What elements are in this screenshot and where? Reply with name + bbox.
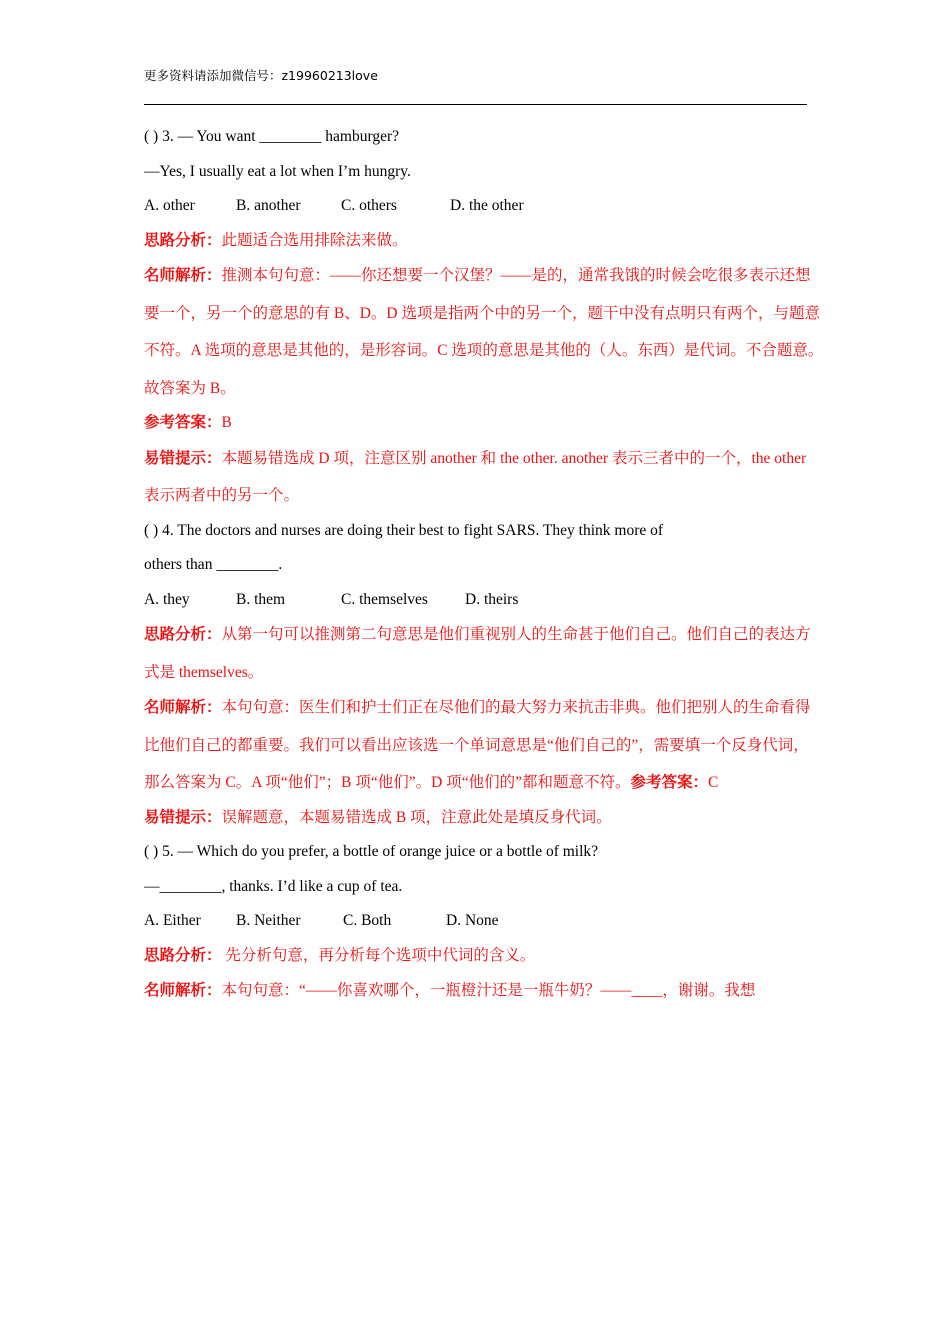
q5-teacher-label: 名师解析：: [144, 982, 222, 999]
q3-tip-text: 本题易错选成 D 项，注意区别 another 和 the other. another 表示三者中的一个，the other 表示两者中的另一个。: [144, 449, 807, 504]
q3-analysis-label: 思路分析：: [144, 231, 222, 249]
q3-analysis-text: 此题适合选用排除法来做。: [221, 231, 408, 249]
q4-tip-label: 易错提示：: [144, 808, 222, 826]
q3-option-b: B. another: [236, 197, 301, 214]
q3-stem: ( ) 3. — You want ________ hamburger?: [144, 128, 400, 145]
q4-tip: [144, 807, 824, 842]
q4-stem-cont: others than ________.: [144, 556, 283, 573]
q5-teacher-text: 本句句意：“——你喜欢哪个，一瓶橙汁还是一瓶牛奶？——____，谢谢。我想: [221, 982, 756, 999]
q3-answer-label: 参考答案：: [144, 414, 222, 431]
q3-teacher: [144, 257, 824, 407]
q4-analysis-text: 从第一句可以推测第二句意思是他们重视别人的生命甚于他们自己。他们自己的表达方式是 themselves。: [144, 626, 811, 681]
q4-answer-label: 参考答案：: [630, 774, 709, 791]
q4-analysis-label: 思路分析：: [144, 626, 222, 643]
q4-option-a: A. they: [144, 590, 190, 608]
q3-option-a: A. other: [144, 197, 195, 214]
page-header: 更多资料请添加微信号：z19960213love: [144, 68, 378, 83]
q3-options: [144, 195, 824, 230]
q3-teacher-label: 名师解析：: [144, 267, 222, 284]
q5-option-d: D. None: [446, 912, 499, 929]
q5-option-b: B. Neither: [236, 912, 301, 929]
q5-option-c: C. Both: [343, 912, 392, 929]
q5-options: [144, 910, 824, 945]
q3-teacher-text: 推测本句句意：——你还想要一个汉堡？——是的，通常我饿的时候会吃很多表示还想要一个，另一个的意思的有 B、D。D 选项是指两个中的另一个，题干中没有点明只有两个，与题意不符。A 选项的意思是其他的，是形容词。C 选项的意思是其他的（人。东西）是代词。不合题意。故答案为 B。: [144, 267, 824, 397]
document-body: [144, 126, 824, 1015]
q3-tip-label: 易错提示：: [144, 449, 222, 467]
q5-analysis-label: 思路分析：: [144, 946, 222, 964]
q3-answer-text: B: [221, 414, 232, 431]
q4-analysis: [144, 616, 824, 691]
q3-option-d: D. the other: [450, 197, 524, 214]
q5-teacher: [144, 972, 824, 1010]
q4-tip-text: 误解题意，本题易错选成 B 项，注意此处是填反身代词。: [221, 808, 612, 826]
q4-answer-text: C: [708, 774, 719, 791]
q5-analysis-text: 先分析句意，再分析每个选项中代词的含义。: [221, 946, 536, 964]
q3-tip: [144, 440, 824, 515]
q5-reply: —________, thanks. I’d like a cup of tea.: [144, 877, 403, 895]
q4-option-d: D. theirs: [465, 590, 519, 608]
q4-stem: ( ) 4. The doctors and nurses are doing their best to fight SARS. They think more of: [144, 521, 664, 539]
q5-stem: ( ) 5. — Which do you prefer, a bottle of orange juice or a bottle of milk?: [144, 843, 599, 860]
q3-option-c: C. others: [341, 197, 397, 214]
header-rule: [144, 104, 807, 105]
q4-teacher-text: 本句句意：医生们和护士们正在尽他们的最大努力来抗击非典。他们把别人的生命看得比他们自己的都重要。我们可以看出应该选一个单词意思是“他们自己的”，需要填一个反身代词，那么答案为 C。A 项“他们”；B 项“他们”。D 项“他们的”都和题意不符。: [144, 699, 811, 791]
q5-option-a: A. Either: [144, 912, 201, 929]
q4-option-c: C. themselves: [341, 590, 428, 608]
q4-option-b: B. them: [236, 590, 286, 608]
q4-teacher-label: 名师解析：: [144, 699, 222, 716]
q3-reply: —Yes, I usually eat a lot when I’m hungry.: [144, 162, 411, 180]
q4-teacher: [144, 689, 824, 802]
